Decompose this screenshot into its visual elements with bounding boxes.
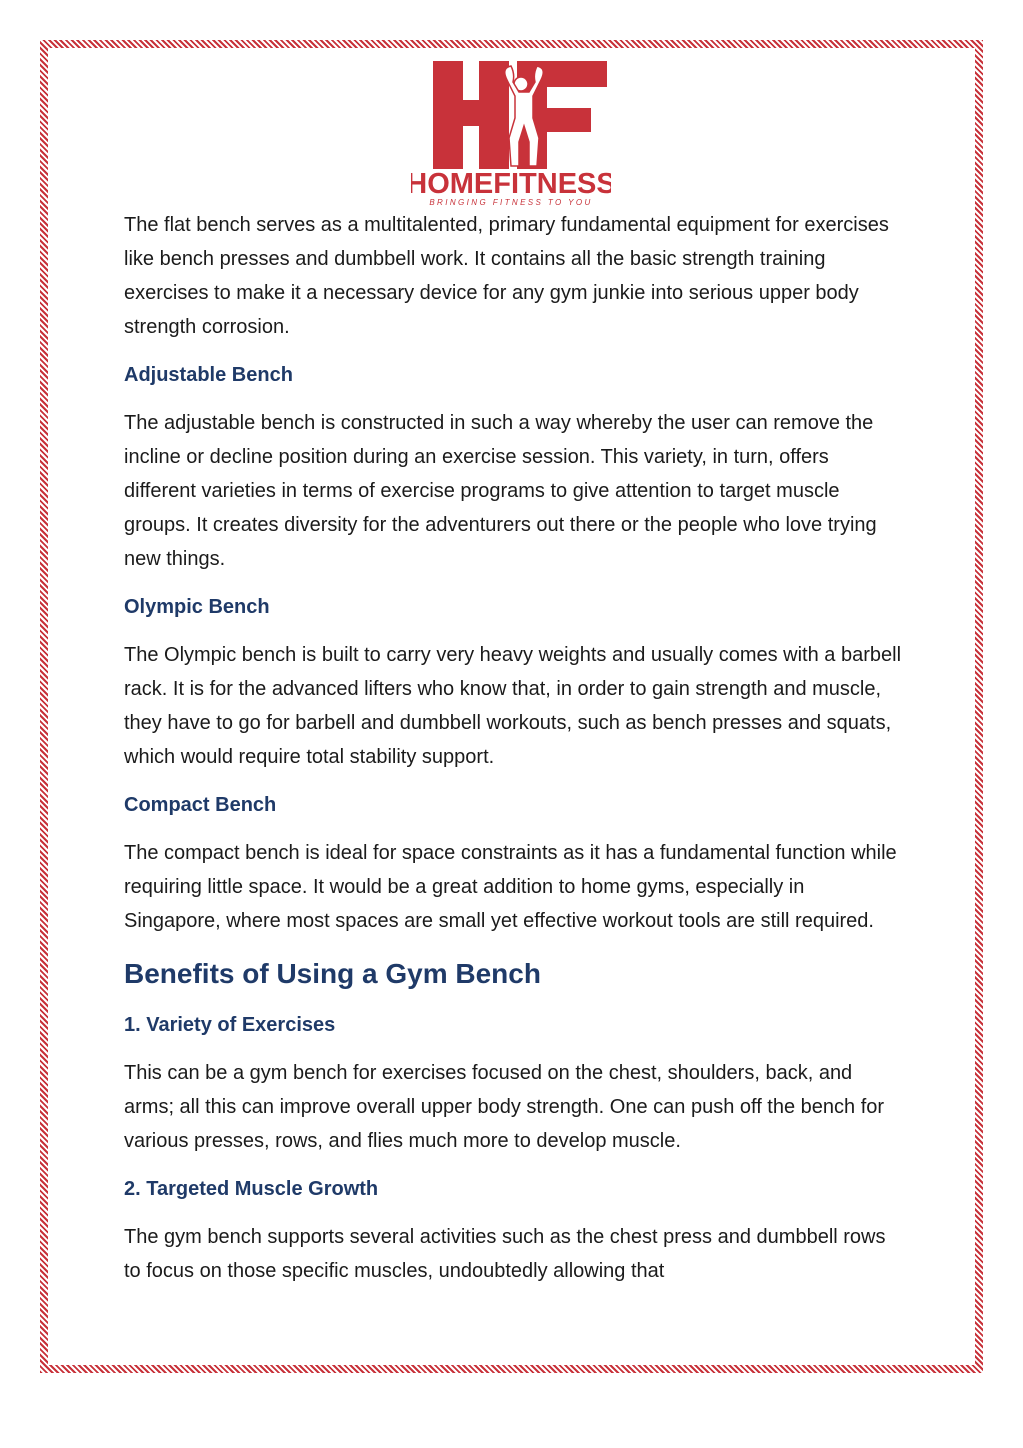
- homefitness-logo: [411, 58, 611, 208]
- section-heading: Olympic Bench: [124, 596, 270, 618]
- section-heading: Compact Bench: [124, 794, 277, 816]
- section-paragraph: The Olympic bench is built to carry very heavy weights and usually comes with a barbell rack. It is for the advanced lifters who know that, in order to gain strength and muscle, they have to go for barbell and dumbbell workouts, such as bench presses and squats, which would require total stability support.: [124, 644, 902, 768]
- intro-paragraph: The flat bench serves as a multitalented, primary fundamental equipment for exercises like bench presses and dumbbell work. It contains all the basic strength training exercises to make it a necessary device for any gym junkie into serious upper body strength corrosion.: [124, 214, 889, 338]
- brand-tagline: BRINGING FITNESS TO YOU: [429, 198, 593, 207]
- benefit-paragraph: The gym bench supports several activities such as the chest press and dumbbell rows to focus on those specific muscles, undoubtedly allowing that: [124, 1226, 886, 1282]
- logo-graphic: [411, 58, 611, 208]
- benefits-title: Benefits of Using a Gym Bench: [124, 958, 541, 989]
- document-body: [124, 208, 904, 1302]
- benefit-heading: 1. Variety of Exercises: [124, 1014, 336, 1036]
- section-paragraph: The compact bench is ideal for space constraints as it has a fundamental function while requiring little space. It would be a great addition to home gyms, especially in Singapore, where most spaces are small yet effective workout tools are still required.: [124, 842, 897, 932]
- benefit-paragraph: This can be a gym bench for exercises focused on the chest, shoulders, back, and arms; all this can improve overall upper body strength. One can push off the bench for various presses, rows, and flies much more to develop muscle.: [124, 1062, 885, 1152]
- brand-name: HOMEFITNESS: [411, 168, 611, 200]
- section-paragraph: The adjustable bench is constructed in such a way whereby the user can remove the incline or decline position during an exercise session. This variety, in turn, offers different varieties in terms of exercise programs to give attention to target muscle groups. It creates diversity for the adventurers out there or the people who love trying new things.: [124, 412, 877, 570]
- section-heading: Adjustable Bench: [124, 364, 293, 386]
- benefit-heading: 2. Targeted Muscle Growth: [124, 1178, 379, 1200]
